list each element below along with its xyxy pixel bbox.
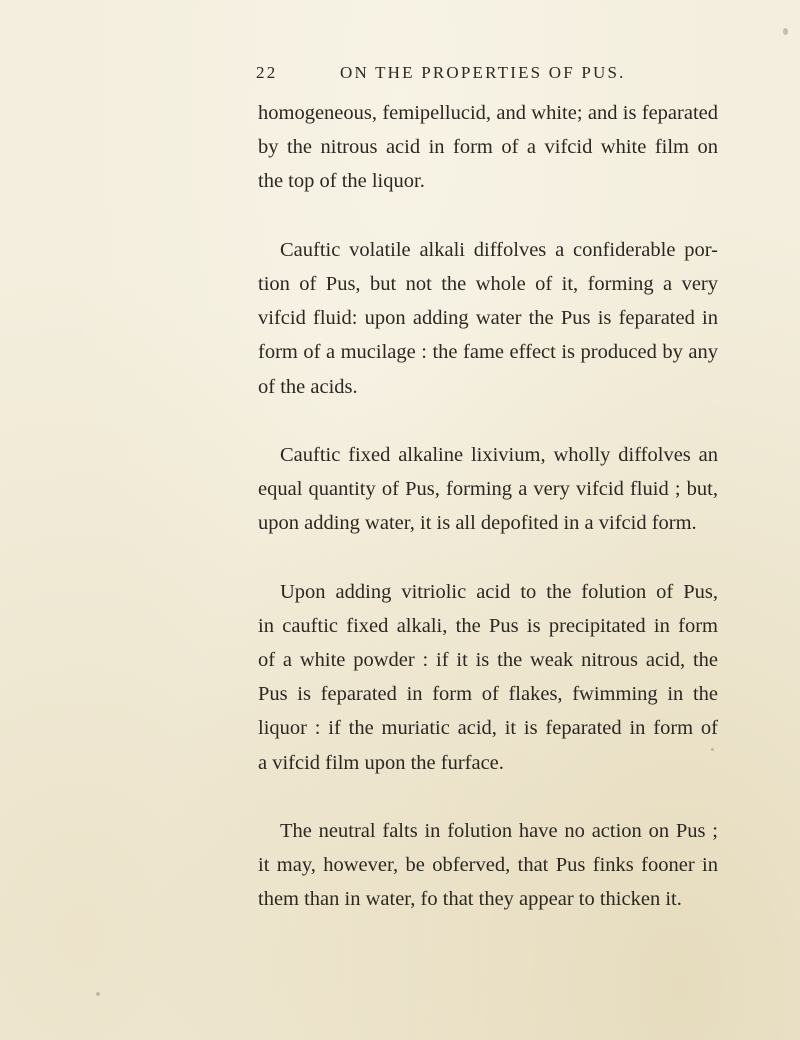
paper-speck — [96, 992, 100, 996]
paper-speck — [711, 748, 714, 751]
text-line: Upon adding vitriolic acid to the folution of Pus, — [280, 580, 718, 603]
paper-speck — [783, 28, 788, 35]
text-line: in cauftic fixed alkali, the Pus is precipitated in form — [258, 614, 718, 637]
paragraph-4 — [258, 575, 718, 780]
text-line: liquor : if the muriatic acid, it is feparated in form of — [258, 717, 718, 740]
paragraph-1 — [258, 96, 718, 199]
text-line: form of a mucilage : the fame effect is produced by any — [258, 341, 718, 364]
running-head-title: ON THE PROPERTIES OF PUS. — [340, 63, 626, 82]
text-line: upon adding water, it is all depofited in a vifcid form. — [258, 512, 697, 535]
text-line: by the nitrous acid in form of a vifcid white film on — [258, 136, 718, 159]
text-line: homogeneous, femipellucid, and white; and is feparated — [258, 102, 718, 124]
paper-speck — [700, 860, 702, 862]
text-line: of the acids. — [258, 375, 358, 398]
text-line: Cauftic fixed alkaline lixivium, wholly diffolves an — [280, 443, 718, 466]
text-line: equal quantity of Pus, forming a very vifcid fluid ; but, — [258, 478, 718, 501]
paragraph-2 — [258, 233, 718, 404]
text-line: tion of Pus, but not the whole of it, forming a very — [258, 272, 718, 295]
running-head — [256, 63, 716, 87]
text-line: a vifcid film upon the furface. — [258, 751, 504, 774]
text-line: The neutral falts in folution have no action on Pus ; — [280, 819, 718, 842]
text-line: Pus is feparated in form of flakes, fwimming in the — [258, 683, 718, 706]
paragraph-5 — [258, 814, 718, 917]
text-line: it may, however, be obferved, that Pus finks fooner in — [258, 854, 718, 877]
text-line: vifcid fluid: upon adding water the Pus is feparated in — [258, 307, 718, 330]
text-line: Cauftic volatile alkali diffolves a confiderable por- — [280, 238, 718, 261]
text-line: the top of the liquor. — [258, 170, 425, 193]
text-line: them than in water, fo that they appear to thicken it. — [258, 888, 682, 911]
page-number: 22 — [256, 63, 278, 82]
text-line: of a white powder : if it is the weak nitrous acid, the — [258, 649, 718, 671]
body-text — [258, 96, 718, 951]
paragraph-3 — [258, 438, 718, 541]
